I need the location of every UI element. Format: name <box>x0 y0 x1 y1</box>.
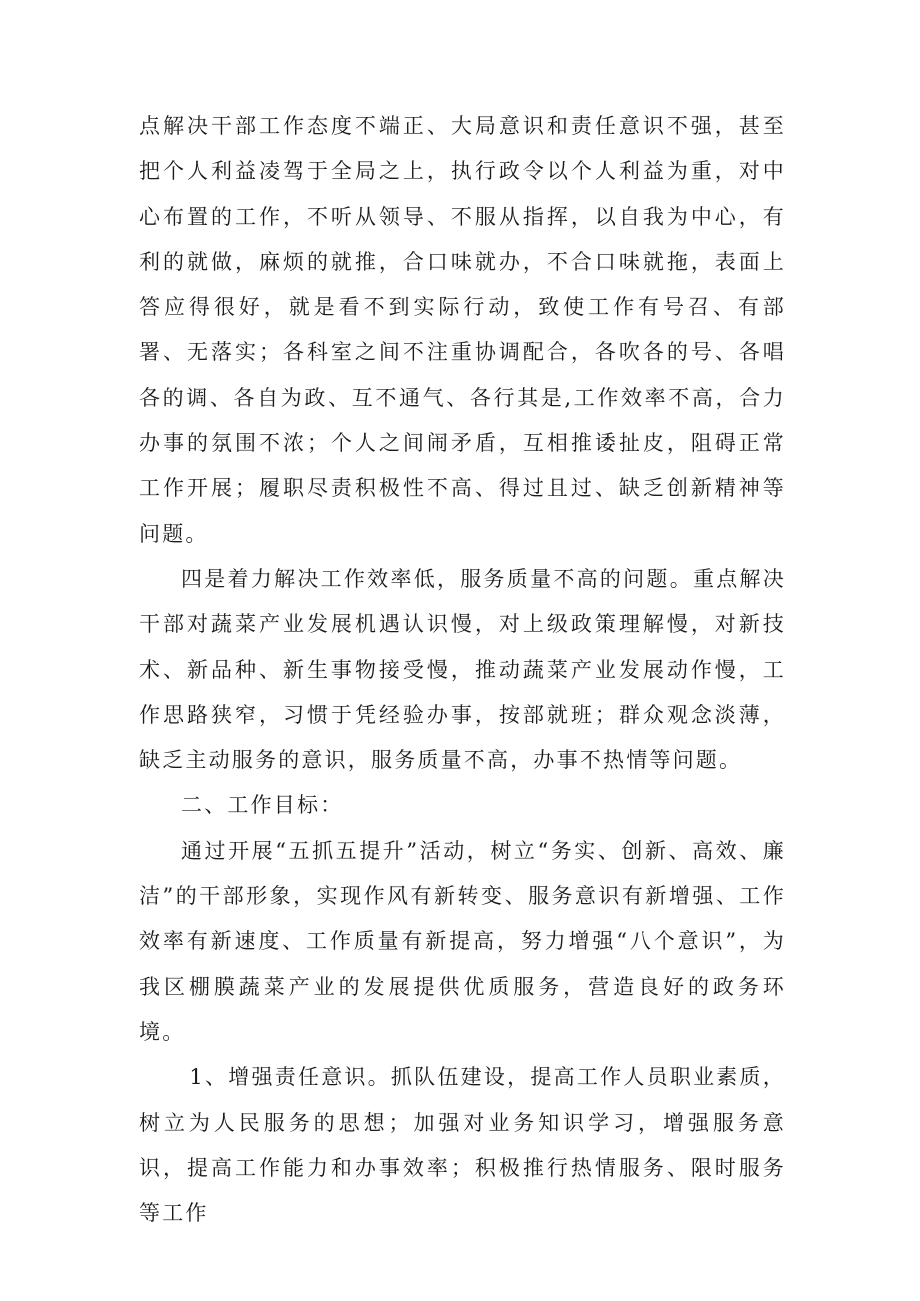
paragraph-goals: 通过开展“五抓五提升”活动，树立“务实、创新、高效、廉洁”的干部形象，实现作风有新转变、服务意识有新增强、工作效率有新速度、工作质量有新提高，努力增强“八个意识”，为我区棚膜蔬菜产业的发展提供优质服务，营造良好的政务环境。 <box>139 838 786 1044</box>
document-body <box>139 104 786 1236</box>
paragraph-item-one: 1、增强责任意识。抓队伍建设，提高工作人员职业素质，树立为人民服务的思想；加强对业务知识学习，增强服务意识，提高工作能力和办事效率；积极推行热情服务、限时服务等工作 <box>139 1065 786 1226</box>
section-heading-work-goals: 二、工作目标： <box>181 793 344 818</box>
paragraph-point-four: 四是着力解决工作效率低，服务质量不高的问题。重点解决干部对蔬菜产业发展机遇认识慢，对上级政策理解慢，对新技术、新品种、新生事物接受慢，推动蔬菜产业发展动作慢，工作思路狭窄，习惯于凭经验办事，按部就班；群众观念淡薄，缺乏主动服务的意识，服务质量不高，办事不热情等问题。 <box>139 566 786 773</box>
paragraph-continuation: 点解决干部工作态度不端正、大局意识和责任意识不强，甚至把个人利益凌驾于全局之上，执行政令以个人利益为重，对中心布置的工作，不听从领导、不服从指挥，以自我为中心，有利的就做，麻烦的就推，合口味就办，不合口味就拖，表面上答应得很好，就是看不到实际行动，致使工作有号召、有部署、无落实；各科室之间不注重协调配合，各吹各的号、各唱各的调、各自为政、互不通气、各行其是,工作效率不高，合力办事的氛围不浓；个人之间闹矛盾，互相推诿扯皮，阻碍正常工作开展；履职尽责积极性不高、得过且过、缺乏创新精神等问题。 <box>139 114 786 546</box>
